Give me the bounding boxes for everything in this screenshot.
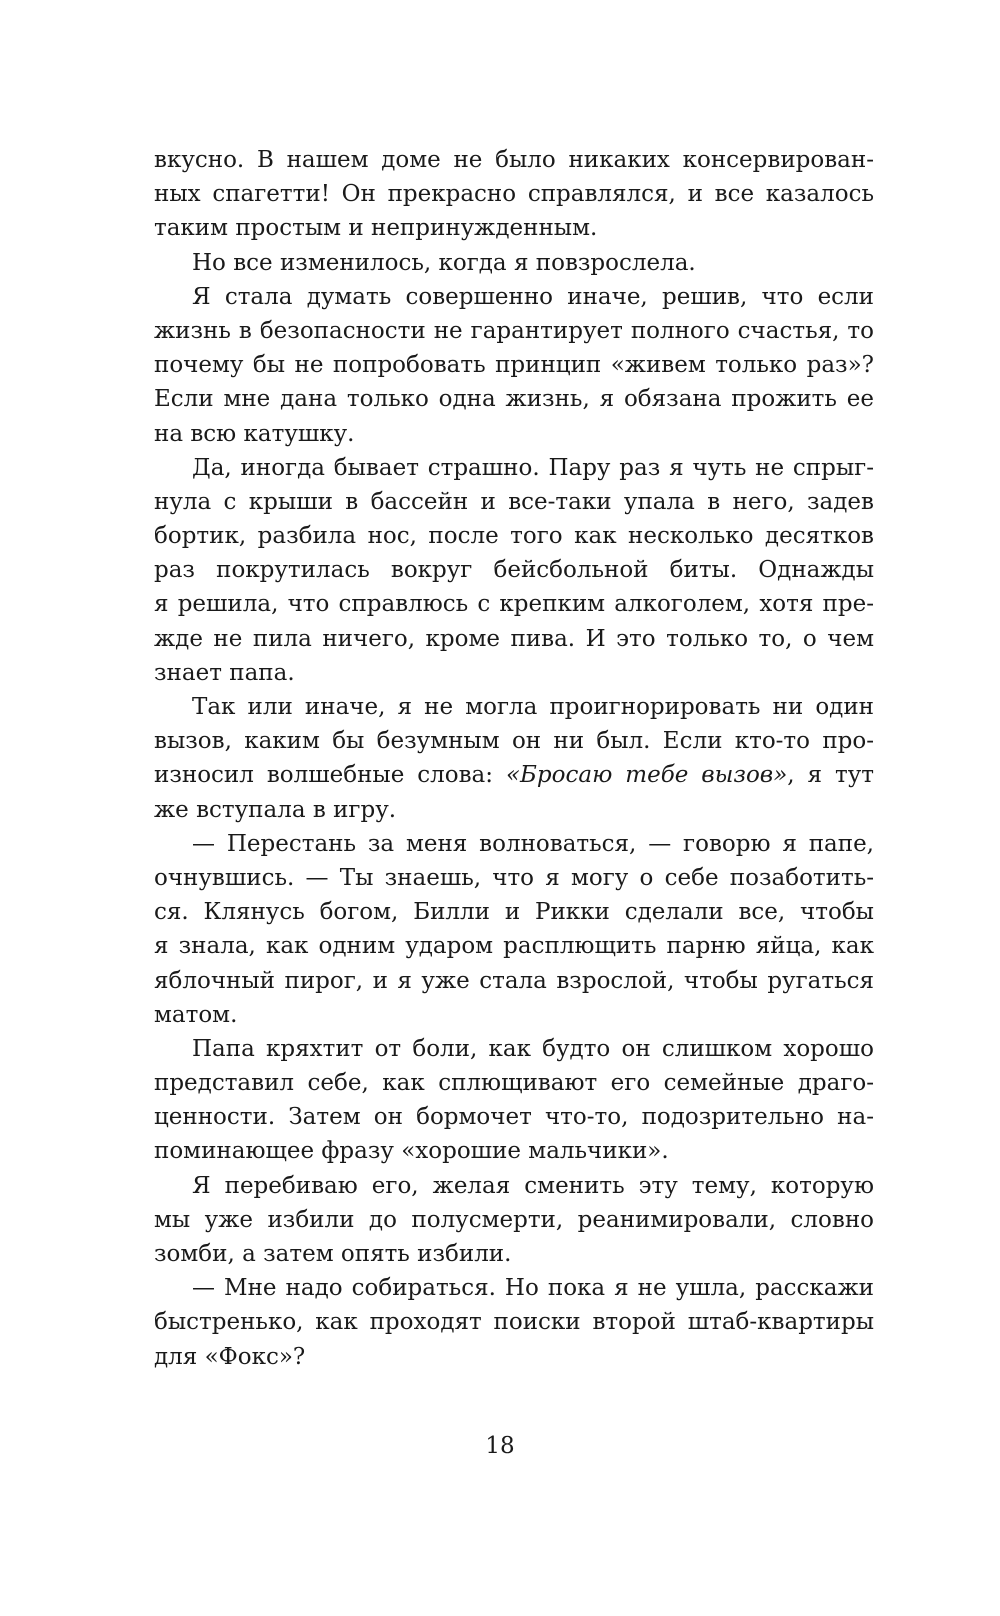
text-line: зомби, а затем опять избили. bbox=[154, 1241, 512, 1267]
text-line: мы уже избили до полусмерти, реанимировали, словно bbox=[154, 1206, 874, 1233]
text-line: Так или иначе, я не могла проигнорировать ни один bbox=[192, 694, 874, 720]
text-line: для «Фокс»? bbox=[154, 1343, 306, 1370]
text-line: жде не пила ничего, кроме пива. И это только то, о чем bbox=[154, 625, 874, 652]
text-line: же вступала в игру. bbox=[154, 796, 397, 823]
text-line: яблочный пирог, и я уже стала взрослой, чтобы ругаться bbox=[154, 967, 874, 994]
text-line: жизнь в безопасности не гарантирует полного счастья, то bbox=[154, 317, 874, 344]
text-line: ценности. Затем он бормочет что-то, подозрительно на- bbox=[154, 1104, 874, 1131]
text-span: износил волшебные слова: bbox=[154, 762, 506, 789]
text-line: бортик, разбила нос, после того как несколько десятков bbox=[154, 523, 874, 550]
body-text bbox=[154, 143, 874, 1374]
text-line: поминающее фразу «хорошие мальчики». bbox=[154, 1138, 669, 1165]
text-line: раз покрутилась вокруг бейсбольной биты. Однажды bbox=[154, 557, 874, 584]
text-line: Я перебиваю его, желая сменить эту тему, которую bbox=[192, 1172, 874, 1199]
text-line: ся. Клянусь богом, Билли и Рикки сделали все, чтобы bbox=[154, 899, 874, 926]
text-line: Папа кряхтит от боли, как будто он слишком хорошо bbox=[192, 1035, 874, 1062]
page-number: 18 bbox=[485, 1433, 515, 1459]
text-line: я знала, как одним ударом расплющить парню яйца, как bbox=[154, 933, 874, 960]
text-line: Если мне дана только одна жизнь, я обязана прожить ее bbox=[154, 386, 874, 413]
text-line: вызов, каким бы безумным он ни был. Если кто-то про- bbox=[154, 728, 874, 755]
text-line: знает папа. bbox=[154, 659, 295, 686]
text-line: — Перестань за меня волноваться, — говорю я папе, bbox=[192, 830, 874, 857]
text-line: очнувшись. — Ты знаешь, что я могу о себе позаботить- bbox=[154, 864, 874, 891]
text-span: , я тут bbox=[787, 762, 874, 789]
text-line: я решила, что справлюсь с крепким алкоголем, хотя пре- bbox=[154, 591, 874, 618]
text-line: быстренько, как проходят поиски второй штаб-квартиры bbox=[154, 1309, 874, 1336]
text-line: нула с крыши в бассейн и все-таки упала в него, задев bbox=[154, 488, 874, 515]
text-line: таким простым и непринужденным. bbox=[154, 215, 598, 242]
text-line: Я стала думать совершенно иначе, решив, что если bbox=[192, 283, 874, 310]
text-line: вкусно. В нашем доме не было никаких консервирован- bbox=[154, 147, 874, 173]
text-line: — Мне надо собираться. Но пока я не ушла, расскажи bbox=[192, 1275, 874, 1302]
text-line: Но все изменилось, когда я повзрослела. bbox=[192, 249, 696, 276]
text-line: Да, иногда бывает страшно. Пару раз я чуть не спрыг- bbox=[192, 454, 874, 481]
text-line: почему бы не попробовать принцип «живем только раз»? bbox=[154, 352, 874, 379]
text-line: на всю катушку. bbox=[154, 420, 355, 447]
text-line: представил себе, как сплющивают его семейные драго- bbox=[154, 1070, 874, 1097]
text-line: матом. bbox=[154, 1001, 238, 1028]
text-line: ных спагетти! Он прекрасно справлялся, и все казалось bbox=[154, 181, 874, 208]
text-line-mixed bbox=[154, 758, 874, 792]
emphasis-span: «Бросаю тебе вызов» bbox=[505, 762, 788, 789]
